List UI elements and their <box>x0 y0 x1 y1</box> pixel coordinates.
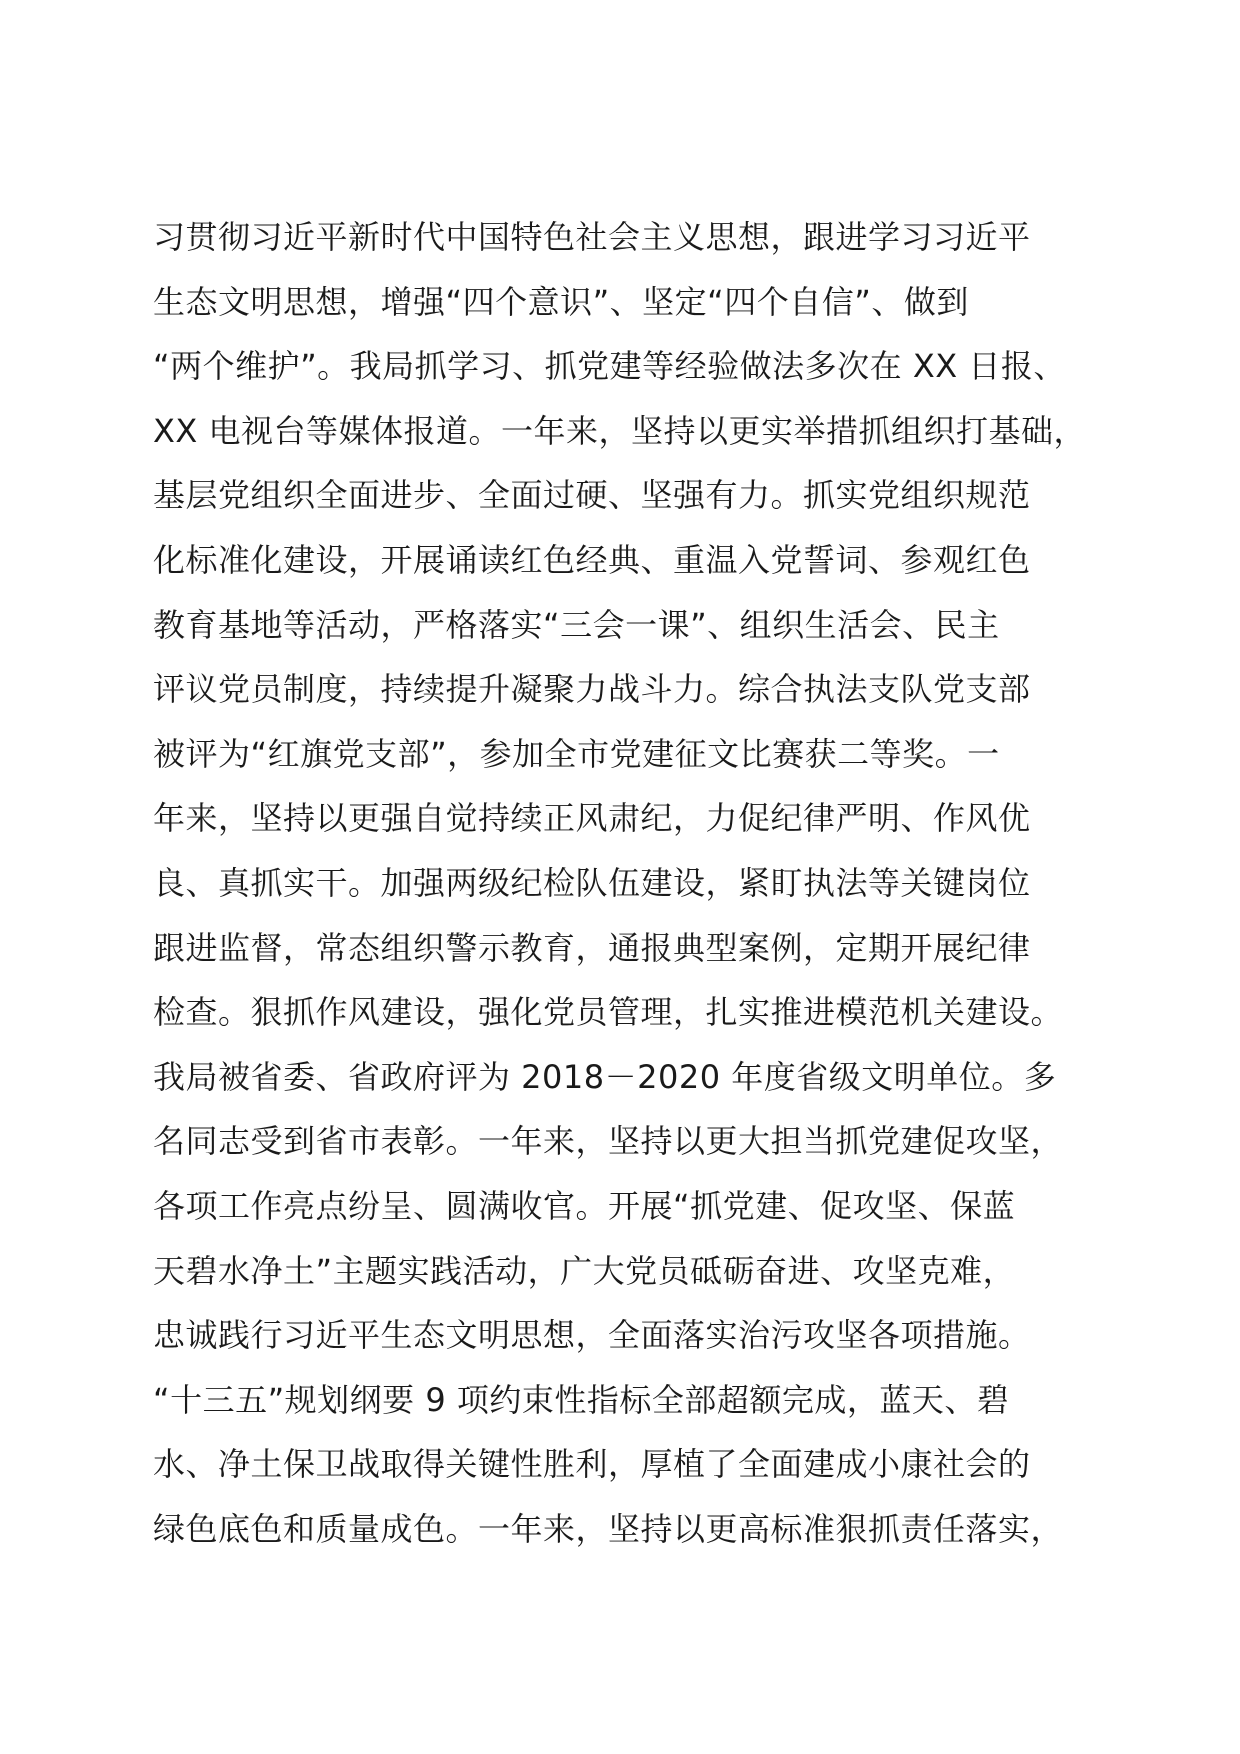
text-line: 被评为“红旗党支部”，参加全市党建征文比赛获二等奖。一 <box>153 734 1000 773</box>
text-line: 良、真抓实干。加强两级纪检队伍建设，紧盯执法等关键岗位 <box>153 863 1031 902</box>
text-line: 评议党员制度，持续提升凝聚力战斗力。综合执法支队党支部 <box>153 670 1031 709</box>
text-line: 我局被省委、省政府评为 2018－2020 年度省级文明单位。多 <box>153 1057 1057 1096</box>
text-line: 天碧水净土”主题实践活动，广大党员砥砺奋进、攻坚克难， <box>153 1251 1016 1290</box>
text-line: “两个维护”。我局抓学习、抓党建等经验做法多次在 XX 日报、 <box>153 347 1066 386</box>
text-line: 检查。狠抓作风建设，强化党员管理，扎实推进模范机关建设。 <box>153 993 1064 1032</box>
text-line: 年来，坚持以更强自觉持续正风肃纪，力促纪律严明、作风优 <box>153 799 1031 838</box>
body-paragraph <box>153 205 1113 1561</box>
text-line: 化标准化建设，开展诵读红色经典、重温入党誓词、参观红色 <box>153 540 1031 579</box>
text-line: 忠诚践行习近平生态文明思想，全面落实治污攻坚各项措施。 <box>153 1316 1031 1355</box>
text-line: 习贯彻习近平新时代中国特色社会主义思想，跟进学习习近平 <box>153 218 1031 256</box>
text-line: 各项工作亮点纷呈、圆满收官。开展“抓党建、促攻坚、保蓝 <box>153 1186 1016 1225</box>
text-line: XX 电视台等媒体报道。一年来，坚持以更实举措抓组织打基础， <box>153 411 1087 450</box>
text-line: 水、净土保卫战取得关键性胜利，厚植了全面建成小康社会的 <box>153 1445 1031 1484</box>
text-line: 生态文明思想，增强“四个意识”、坚定“四个自信”、做到 <box>153 282 969 321</box>
text-line: 名同志受到省市表彰。一年来，坚持以更大担当抓党建促攻坚， <box>153 1122 1064 1161</box>
text-line: 基层党组织全面进步、全面过硬、坚强有力。抓实党组织规范 <box>153 476 1031 515</box>
text-line: “十三五”规划纲要 9 项约束性指标全部超额完成，蓝天、碧 <box>153 1380 1010 1419</box>
text-line: 绿色底色和质量成色。一年来，坚持以更高标准狠抓责任落实， <box>153 1509 1064 1548</box>
text-line: 教育基地等活动，严格落实“三会一课”、组织生活会、民主 <box>153 605 1000 644</box>
text-line: 跟进监督，常态组织警示教育，通报典型案例，定期开展纪律 <box>153 928 1031 967</box>
